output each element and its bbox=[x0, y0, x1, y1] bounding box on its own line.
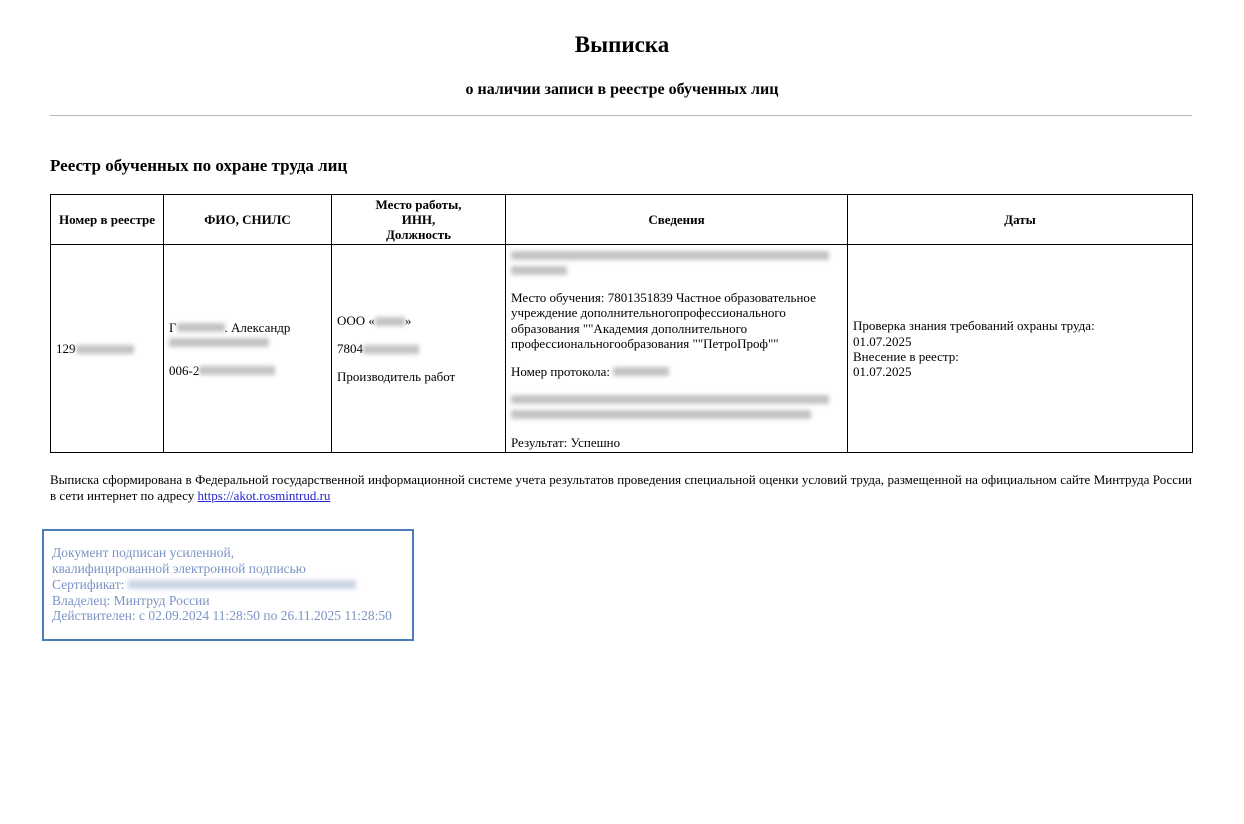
cell-fio-snils bbox=[164, 245, 332, 453]
redacted-paragraph bbox=[511, 392, 842, 422]
signature-owner: Владелец: Минтруд России bbox=[52, 592, 210, 608]
cell-details bbox=[506, 245, 848, 453]
certificate-label: Сертификат: bbox=[52, 576, 128, 592]
section-heading: Реестр обученных по охране труда лиц bbox=[50, 156, 348, 175]
redacted-text bbox=[511, 251, 829, 260]
col-header-dates: Даты bbox=[848, 195, 1193, 245]
col-header-details: Сведения bbox=[506, 195, 848, 245]
document-page bbox=[0, 32, 1244, 641]
cell-workplace bbox=[332, 245, 506, 453]
redacted-text bbox=[169, 338, 269, 347]
col-header-workplace-line2: ИНН, bbox=[401, 212, 436, 228]
org-prefix: ООО « bbox=[337, 313, 375, 328]
signature-validity: Действителен: с 02.09.2024 11:28:50 по 26.11.2025 11:28:50 bbox=[52, 608, 392, 624]
col-header-workplace bbox=[332, 195, 506, 245]
table-header-row bbox=[51, 195, 1193, 245]
inn-prefix: 7804 bbox=[337, 341, 363, 357]
redacted-text bbox=[375, 317, 405, 326]
registry-number-value: 129 bbox=[56, 341, 76, 357]
col-header-registry-number: Номер в реестре bbox=[51, 195, 164, 245]
snils-prefix: 006-2 bbox=[169, 362, 200, 378]
signature-line1: Документ подписан усиленной, bbox=[52, 545, 235, 561]
akot-link[interactable]: https://akot.rosmintrud.ru bbox=[197, 487, 331, 503]
snils-block bbox=[169, 363, 326, 378]
col-header-workplace-line3: Должность bbox=[385, 227, 451, 243]
page-subtitle: о наличии записи в реестре обученных лиц bbox=[465, 81, 779, 98]
cell-registry-number bbox=[51, 245, 164, 453]
redacted-text bbox=[363, 345, 419, 354]
redacted-text bbox=[511, 410, 811, 419]
signature-block bbox=[42, 529, 414, 641]
result-value: Результат: Успешно bbox=[511, 434, 621, 450]
protocol-label: Номер протокола: bbox=[511, 363, 614, 379]
page-title: Выписка bbox=[574, 32, 670, 57]
col-header-fio-snils: ФИО, СНИЛС bbox=[164, 195, 332, 245]
footer-note-text: Выписка сформирована в Федеральной государственной информационной системе учета результатов проведения специальной оценки условий труда, размещенной на официальном сайте Минтруда России в сети интернет по адресу bbox=[50, 472, 1192, 503]
position-value: Производитель работ bbox=[337, 369, 456, 385]
inn-value bbox=[337, 341, 500, 356]
signature-line2: квалифицированной электронной подписью bbox=[52, 560, 306, 576]
entry-date-value: 01.07.2025 bbox=[853, 363, 912, 379]
cell-dates bbox=[848, 245, 1193, 453]
redacted-text bbox=[613, 367, 669, 376]
table-row bbox=[51, 245, 1193, 453]
redacted-text bbox=[76, 345, 134, 354]
entry-date-label: Внесение в реестр: bbox=[853, 348, 959, 364]
redacted-text bbox=[511, 395, 829, 404]
footer-note bbox=[50, 472, 1192, 503]
check-date-label: Проверка знания требований охраны труда: bbox=[853, 318, 1095, 334]
redacted-text bbox=[199, 366, 275, 375]
redacted-text bbox=[511, 266, 567, 275]
check-date-value: 01.07.2025 bbox=[853, 333, 912, 349]
training-place: Место обучения: 7801351839 Частное образовательное учреждение дополнительногопрофессионального образования ""Академия дополнительного профессиональногообразования ""ПетроПроф"" bbox=[511, 290, 816, 351]
fio-name: . Александр bbox=[224, 319, 291, 335]
signature-certificate bbox=[52, 577, 404, 593]
protocol-number bbox=[511, 364, 842, 379]
redacted-paragraph bbox=[511, 247, 842, 277]
col-header-workplace-line1: Место работы, bbox=[375, 197, 462, 212]
redacted-text bbox=[128, 580, 356, 589]
redacted-text bbox=[177, 323, 225, 332]
fio-surname-prefix: Г bbox=[169, 319, 177, 335]
org-name bbox=[337, 313, 500, 328]
fio-block bbox=[169, 320, 326, 350]
registry-table bbox=[50, 194, 1193, 453]
divider bbox=[50, 115, 1192, 116]
org-suffix: » bbox=[404, 313, 412, 328]
